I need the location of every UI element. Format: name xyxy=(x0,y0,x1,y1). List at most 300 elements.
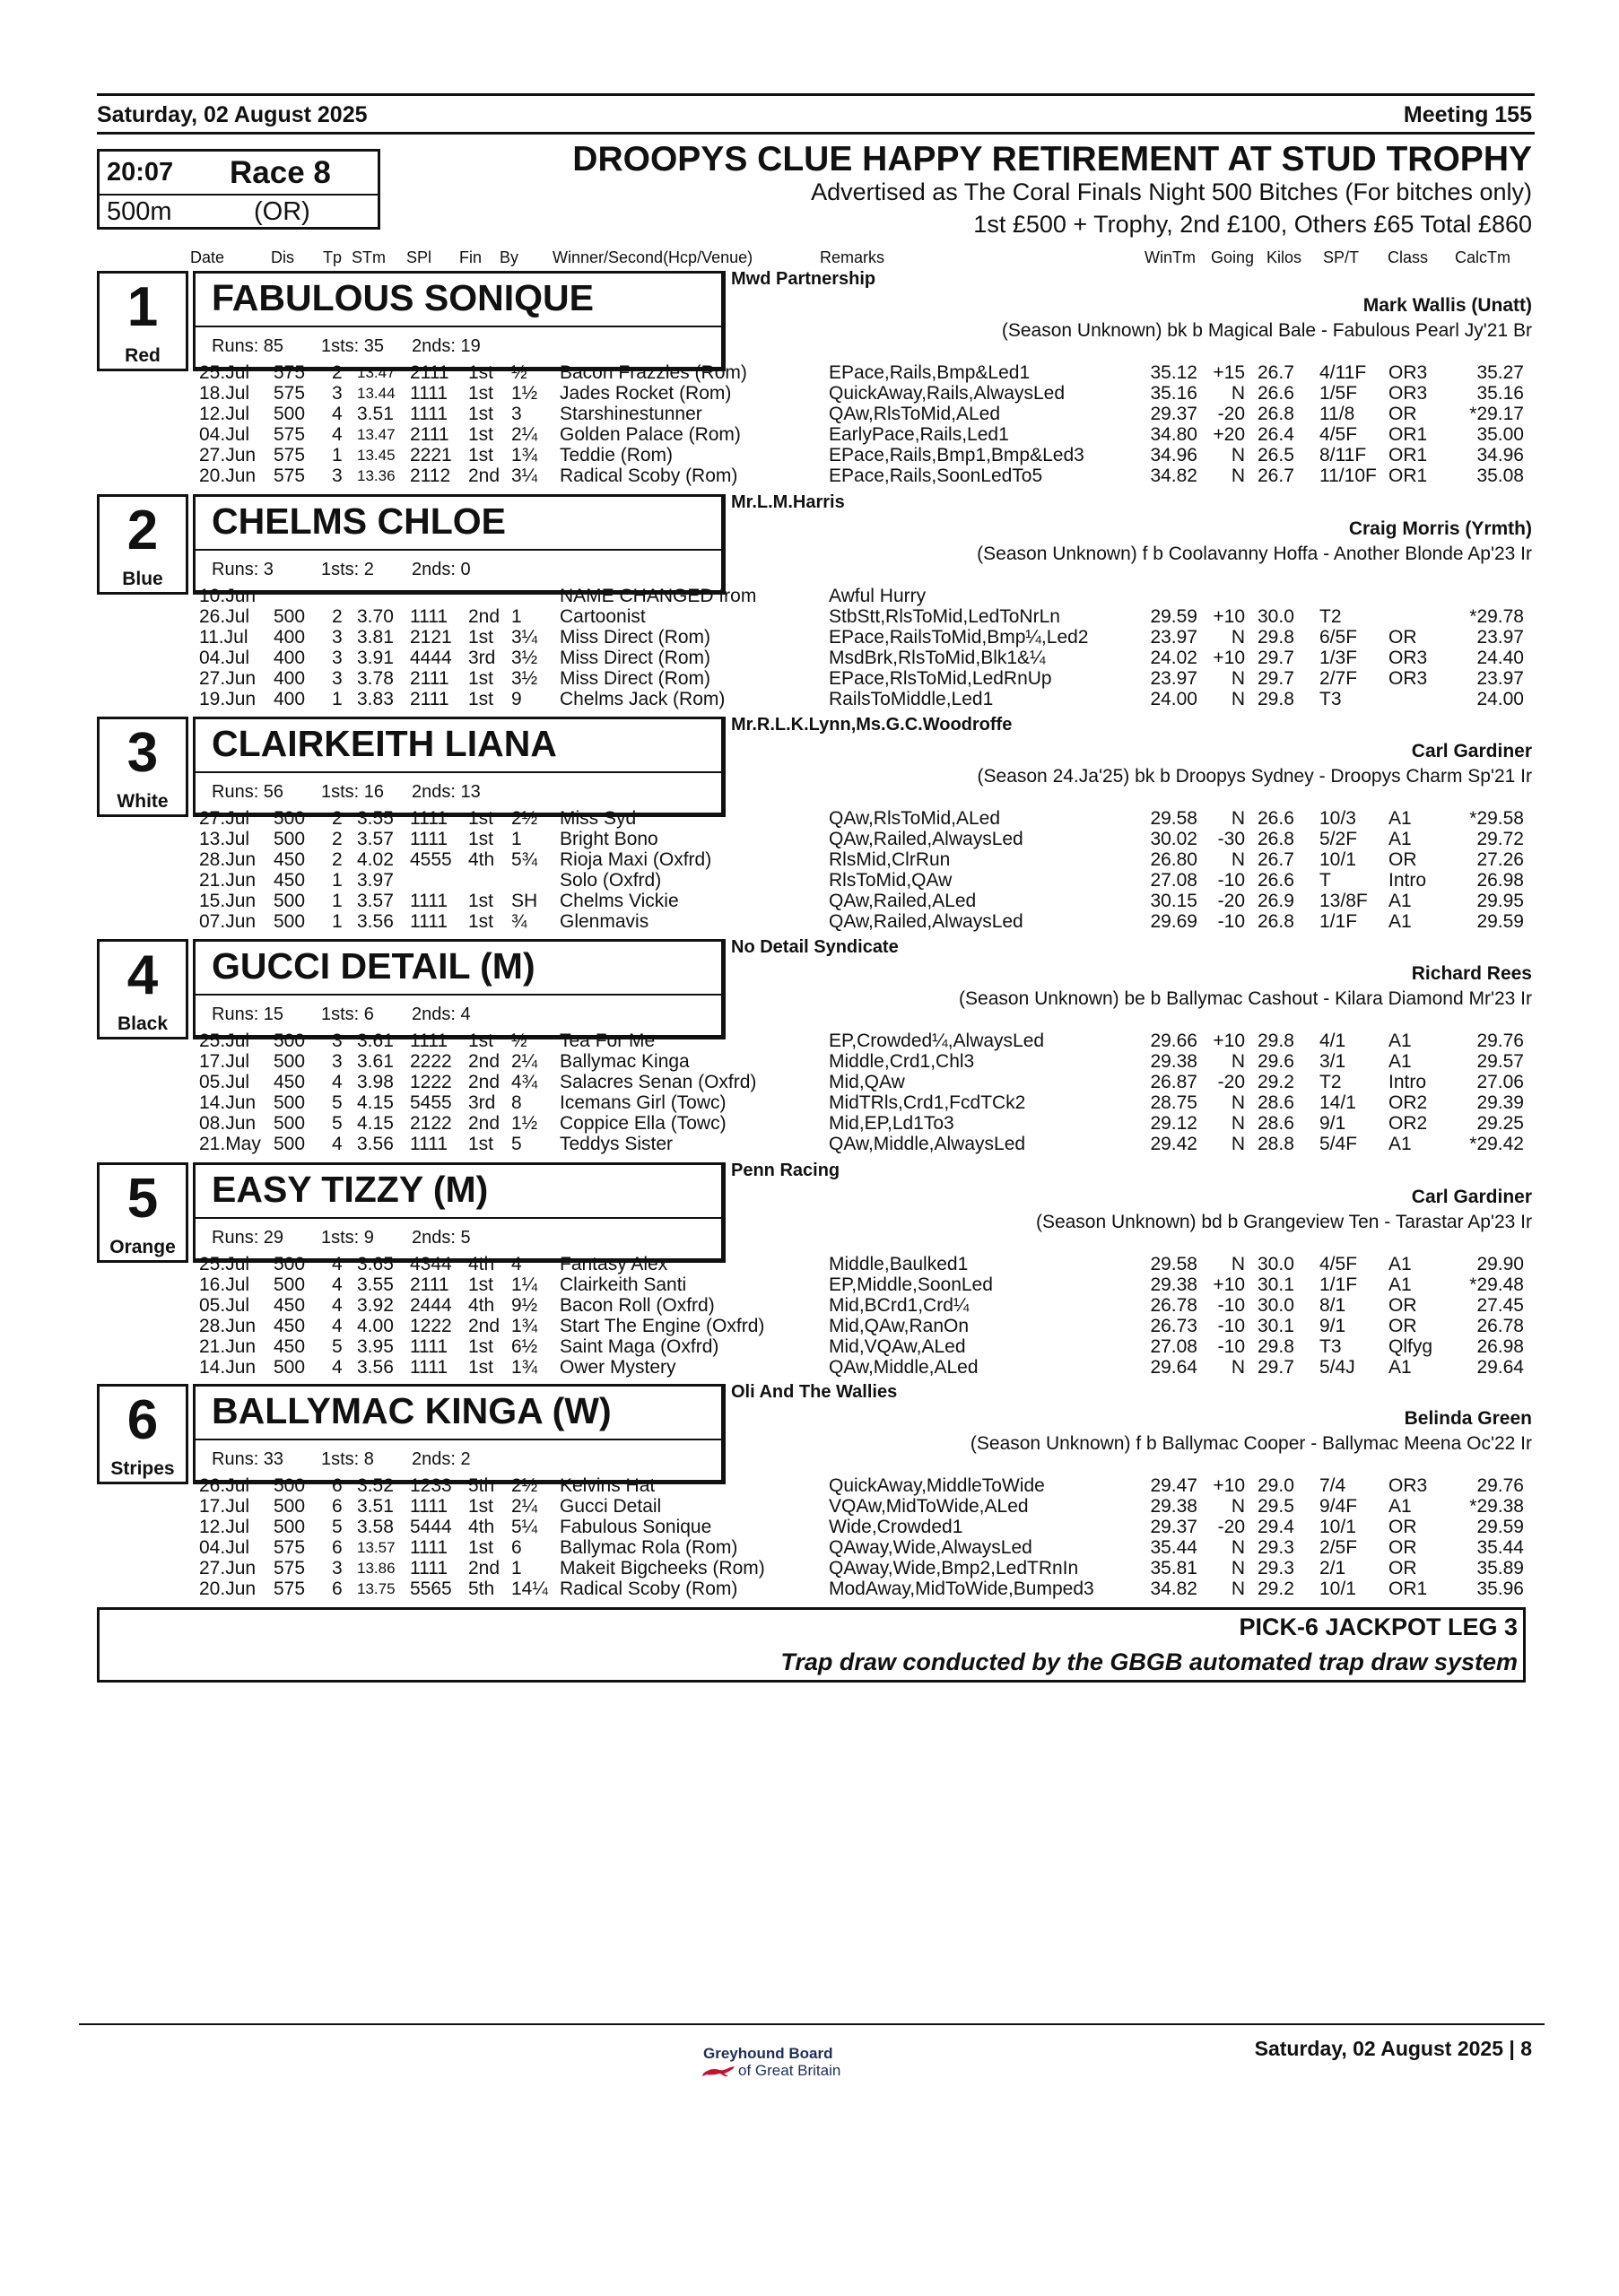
form-winner: Solo (Oxfrd) xyxy=(560,870,662,891)
runs-count: Runs: 56 xyxy=(212,782,284,802)
form-spl: 5565 xyxy=(410,1578,452,1599)
form-winner: Golden Palace (Rom) xyxy=(560,424,741,445)
form-class: A1 xyxy=(1388,1274,1412,1295)
form-dis: 450 xyxy=(274,870,306,891)
form-calctm: 35.16 xyxy=(1476,383,1524,404)
form-calctm: 35.89 xyxy=(1476,1558,1524,1578)
form-kilos: 26.7 xyxy=(1258,465,1294,486)
form-tp: 4 xyxy=(332,1316,343,1336)
breeding-line: (Season Unknown) f b Coolavanny Hoffa - Another Blonde Ap'23 Ir xyxy=(977,544,1532,564)
form-class: A1 xyxy=(1388,911,1412,932)
form-going: +10 xyxy=(1213,1274,1245,1295)
form-date: 28.Jun xyxy=(199,1316,257,1336)
form-winner: Tea For Me xyxy=(560,1031,656,1051)
form-spt: 10/1 xyxy=(1319,1578,1356,1599)
form-wintm: 29.58 xyxy=(1150,808,1197,829)
form-calctm: 27.26 xyxy=(1476,849,1524,870)
form-calctm: *29.17 xyxy=(1469,404,1524,424)
owner-name: Oli And The Wallies xyxy=(731,1382,898,1402)
form-calctm: 23.97 xyxy=(1476,627,1524,648)
form-fin: 1st xyxy=(468,911,494,932)
col-remarks: Remarks xyxy=(820,248,885,266)
form-going: N xyxy=(1231,1578,1245,1599)
runner-name-box xyxy=(193,717,726,817)
form-dis: 500 xyxy=(274,1274,306,1295)
form-dis: 450 xyxy=(274,1336,306,1357)
form-going: +20 xyxy=(1213,424,1245,445)
form-date: 13.Jul xyxy=(199,829,250,849)
form-stm: 3.51 xyxy=(357,1496,394,1517)
form-stm: 13.75 xyxy=(357,1580,396,1597)
form-spt: 1/5F xyxy=(1319,383,1358,404)
form-calctm: 35.96 xyxy=(1476,1578,1524,1599)
form-date: 25.Jul xyxy=(199,1031,250,1051)
form-going: -10 xyxy=(1217,1336,1245,1357)
form-tp: 5 xyxy=(332,1113,343,1134)
name-divider xyxy=(196,771,721,773)
form-going: N xyxy=(1231,689,1245,709)
form-going: N xyxy=(1231,627,1245,648)
form-going: -30 xyxy=(1217,829,1245,849)
form-date: 25.Jul xyxy=(199,362,250,383)
seconds-count: 2nds: 19 xyxy=(412,336,481,356)
form-wintm: 30.15 xyxy=(1150,891,1197,911)
form-class: A1 xyxy=(1388,808,1412,829)
wins-count: 1sts: 9 xyxy=(321,1228,374,1248)
form-wintm: 23.97 xyxy=(1150,627,1197,648)
form-wintm: 30.02 xyxy=(1150,829,1197,849)
form-by: 1 xyxy=(511,606,522,627)
form-tp: 1 xyxy=(332,445,343,465)
trap-colour: Red xyxy=(125,345,161,366)
form-tp: 3 xyxy=(332,383,343,404)
form-kilos: 26.8 xyxy=(1258,911,1294,932)
form-kilos: 26.9 xyxy=(1258,891,1294,911)
form-remarks: QAw,RlsToMid,ALed xyxy=(829,404,1001,424)
form-wintm: 24.00 xyxy=(1150,689,1197,709)
form-kilos: 29.7 xyxy=(1258,668,1294,689)
col-spt: SP/T xyxy=(1323,248,1360,266)
form-dis: 400 xyxy=(274,648,306,668)
form-class: A1 xyxy=(1388,1031,1412,1051)
form-remarks: Awful Hurry xyxy=(829,586,927,606)
form-stm: 3.70 xyxy=(357,606,394,627)
col-calctm: CalcTm xyxy=(1455,248,1510,266)
form-class: A1 xyxy=(1388,1357,1412,1378)
form-dis: 575 xyxy=(274,1558,306,1578)
form-date: 07.Jun xyxy=(199,911,257,932)
form-winner: Bacon Roll (Oxfrd) xyxy=(560,1295,715,1316)
form-remarks: QAway,Wide,AlwaysLed xyxy=(829,1537,1032,1558)
form-winner: Miss Syd xyxy=(560,808,637,829)
form-remarks: MsdBrk,RlsToMid,Blk1&¼ xyxy=(829,648,1046,668)
form-remarks: QuickAway,Rails,AlwaysLed xyxy=(829,383,1065,404)
form-remarks: RlsMid,ClrRun xyxy=(829,849,951,870)
form-wintm: 27.08 xyxy=(1150,870,1197,891)
form-dis: 575 xyxy=(274,445,306,465)
form-date: 26.Jul xyxy=(199,606,250,627)
col-spl: SPl xyxy=(406,248,432,266)
form-calctm: 29.90 xyxy=(1476,1254,1524,1274)
form-dis: 575 xyxy=(274,465,306,486)
jackpot-note: PICK-6 JACKPOT LEG 3 xyxy=(1239,1613,1518,1640)
form-winner: Miss Direct (Rom) xyxy=(560,627,710,648)
form-dis: 500 xyxy=(274,891,306,911)
trap-box-3 xyxy=(97,717,188,817)
form-spt: 4/1 xyxy=(1319,1031,1346,1051)
form-kilos: 29.7 xyxy=(1258,1357,1294,1378)
form-kilos: 29.8 xyxy=(1258,1336,1294,1357)
form-fin: 2nd xyxy=(468,1072,500,1092)
form-by: 1¾ xyxy=(511,1316,538,1336)
form-tp: 3 xyxy=(332,627,343,648)
trap-number: 1 xyxy=(126,276,159,338)
form-spl: 2121 xyxy=(410,627,452,648)
form-fin: 1st xyxy=(468,668,494,689)
form-going: -10 xyxy=(1217,870,1245,891)
form-wintm: 35.44 xyxy=(1150,1537,1197,1558)
form-tp: 3 xyxy=(332,1558,343,1578)
breeding-line: (Season Unknown) bd b Grangeview Ten - Tarastar Ap'23 Ir xyxy=(1035,1212,1532,1232)
form-tp: 2 xyxy=(332,362,343,383)
form-date: 05.Jul xyxy=(199,1072,250,1092)
form-winner: Start The Engine (Oxfrd) xyxy=(560,1316,765,1336)
form-date: 05.Jul xyxy=(199,1295,250,1316)
form-winner: Miss Direct (Rom) xyxy=(560,668,710,689)
form-spt: 5/4F xyxy=(1319,1134,1358,1154)
form-stm: 3.55 xyxy=(357,808,394,829)
form-stm: 13.45 xyxy=(357,447,396,464)
form-winner: Makeit Bigcheeks (Rom) xyxy=(560,1558,765,1578)
form-winner: Chelms Jack (Rom) xyxy=(560,689,726,709)
form-fin: 2nd xyxy=(468,1316,500,1336)
form-kilos: 29.0 xyxy=(1258,1475,1294,1496)
form-calctm: 26.98 xyxy=(1476,870,1524,891)
seconds-count: 2nds: 2 xyxy=(412,1449,471,1469)
form-dis: 500 xyxy=(274,1031,306,1051)
form-dis: 500 xyxy=(274,1357,306,1378)
logo-text-line2: of Great Britain xyxy=(738,2062,841,2079)
form-dis: 450 xyxy=(274,1072,306,1092)
form-calctm: 26.98 xyxy=(1476,1336,1524,1357)
form-by: 5 xyxy=(511,1134,522,1154)
form-calctm: 29.39 xyxy=(1476,1092,1524,1113)
form-wintm: 28.75 xyxy=(1150,1092,1197,1113)
form-tp: 4 xyxy=(332,424,343,445)
form-tp: 6 xyxy=(332,1475,343,1496)
form-tp: 3 xyxy=(332,648,343,668)
form-calctm: *29.78 xyxy=(1469,606,1524,627)
form-remarks: EPace,Rails,Bmp&Led1 xyxy=(829,362,1031,383)
runner-name: EASY TIZZY (M) xyxy=(212,1169,489,1210)
form-calctm: 29.76 xyxy=(1476,1031,1524,1051)
form-calctm: 35.08 xyxy=(1476,465,1524,486)
col-date: Date xyxy=(190,248,225,266)
form-spl: 1111 xyxy=(410,1496,448,1517)
form-wintm: 35.81 xyxy=(1150,1558,1197,1578)
trap-draw-note: Trap draw conducted by the GBGB automated trap draw system xyxy=(780,1648,1518,1675)
form-by: 1½ xyxy=(511,1113,538,1134)
form-date: 28.Jun xyxy=(199,849,257,870)
form-kilos: 26.8 xyxy=(1258,404,1294,424)
form-class: A1 xyxy=(1388,829,1412,849)
form-dis: 500 xyxy=(274,1092,306,1113)
form-by: 14¼ xyxy=(511,1578,548,1599)
form-remarks: QAw,Middle,ALed xyxy=(829,1357,979,1378)
col-kilos: Kilos xyxy=(1266,248,1302,266)
form-stm: 3.97 xyxy=(357,870,394,891)
form-kilos: 26.8 xyxy=(1258,829,1294,849)
owner-name: Penn Racing xyxy=(731,1161,840,1180)
form-date: 11.Jul xyxy=(199,627,248,648)
form-going: N xyxy=(1231,383,1245,404)
form-spt: T3 xyxy=(1319,1336,1342,1357)
form-date: 04.Jul xyxy=(199,424,250,445)
form-dis: 500 xyxy=(274,1051,306,1072)
form-calctm: 26.78 xyxy=(1476,1316,1524,1336)
breeding-line: (Season Unknown) f b Ballymac Cooper - Ballymac Meena Oc'22 Ir xyxy=(970,1433,1532,1454)
form-winner: Fantasy Alex xyxy=(560,1254,668,1274)
form-remarks: EP,Middle,SoonLed xyxy=(829,1274,993,1295)
form-date: 25.Jul xyxy=(199,1254,250,1274)
form-tp: 2 xyxy=(332,829,343,849)
form-date: 21.Jun xyxy=(199,1336,257,1357)
form-class: OR xyxy=(1388,1295,1417,1316)
form-fin: 1st xyxy=(468,404,494,424)
race-info-box xyxy=(97,149,380,230)
form-remarks: VQAw,MidToWide,ALed xyxy=(829,1496,1029,1517)
form-calctm: 23.97 xyxy=(1476,668,1524,689)
form-spt: 9/1 xyxy=(1319,1113,1346,1134)
form-winner: Fabulous Sonique xyxy=(560,1517,712,1537)
form-tp: 3 xyxy=(332,1051,343,1072)
form-calctm: 34.96 xyxy=(1476,445,1524,465)
form-by: 8 xyxy=(511,1092,522,1113)
form-wintm: 29.12 xyxy=(1150,1113,1197,1134)
race-time: 20:07 xyxy=(107,158,174,187)
form-tp: 4 xyxy=(332,1295,343,1316)
form-stm: 13.47 xyxy=(357,364,396,381)
form-spl: 2111 xyxy=(410,424,449,445)
form-kilos: 26.6 xyxy=(1258,383,1294,404)
form-wintm: 29.59 xyxy=(1150,606,1197,627)
form-spt: 4/5F xyxy=(1319,1254,1358,1274)
gbgb-logo xyxy=(698,2045,859,2083)
form-spl: 1222 xyxy=(410,1316,452,1336)
form-date: 17.Jul xyxy=(199,1051,250,1072)
form-spl: 1233 xyxy=(410,1475,452,1496)
form-date: 12.Jul xyxy=(199,1517,250,1537)
form-tp: 6 xyxy=(332,1537,343,1558)
form-wintm: 35.16 xyxy=(1150,383,1197,404)
form-kilos: 30.0 xyxy=(1258,1295,1294,1316)
form-date: 21.May xyxy=(199,1134,261,1154)
form-wintm: 26.87 xyxy=(1150,1072,1197,1092)
form-date: 27.Jul xyxy=(199,808,250,829)
form-spt: 13/8F xyxy=(1319,891,1368,911)
form-spl: 1111 xyxy=(410,1357,448,1378)
form-calctm: 29.95 xyxy=(1476,891,1524,911)
trap-number: 6 xyxy=(126,1389,159,1451)
form-date: 15.Jun xyxy=(199,891,257,911)
form-dis: 500 xyxy=(274,1254,306,1274)
form-wintm: 29.47 xyxy=(1150,1475,1197,1496)
form-spl: 1111 xyxy=(410,1537,448,1558)
form-dis: 400 xyxy=(274,627,306,648)
form-class: OR xyxy=(1388,404,1417,424)
form-wintm: 34.80 xyxy=(1150,424,1197,445)
form-stm: 3.78 xyxy=(357,668,394,689)
form-dis: 575 xyxy=(274,383,306,404)
form-calctm: 24.40 xyxy=(1476,648,1524,668)
runner-name-box xyxy=(193,939,726,1039)
form-wintm: 29.38 xyxy=(1150,1496,1197,1517)
form-class: OR1 xyxy=(1388,1578,1428,1599)
form-wintm: 27.08 xyxy=(1150,1336,1197,1357)
form-kilos: 30.0 xyxy=(1258,1254,1294,1274)
form-remarks: EPace,RlsToMid,LedRnUp xyxy=(829,668,1052,689)
footer-rule xyxy=(79,2023,1545,2025)
form-kilos: 29.8 xyxy=(1258,1031,1294,1051)
form-by: 6½ xyxy=(511,1336,538,1357)
form-calctm: 29.59 xyxy=(1476,911,1524,932)
form-date: 14.Jun xyxy=(199,1357,257,1378)
form-wintm: 34.96 xyxy=(1150,445,1197,465)
form-dis: 575 xyxy=(274,424,306,445)
runs-count: Runs: 29 xyxy=(212,1228,284,1248)
form-going: N xyxy=(1231,1357,1245,1378)
form-calctm: 29.57 xyxy=(1476,1051,1524,1072)
form-dis: 500 xyxy=(274,1134,306,1154)
form-winner: Radical Scoby (Rom) xyxy=(560,465,738,486)
trainer-name: Carl Gardiner xyxy=(1411,1187,1532,1207)
form-by: 1 xyxy=(511,1558,522,1578)
trainer-name: Craig Morris (Yrmth) xyxy=(1348,518,1532,539)
form-fin: 1st xyxy=(468,829,494,849)
form-remarks: MidTRls,Crd1,FcdTCk2 xyxy=(829,1092,1026,1113)
form-kilos: 26.6 xyxy=(1258,870,1294,891)
form-kilos: 30.1 xyxy=(1258,1316,1294,1336)
owner-name: No Detail Syndicate xyxy=(731,937,899,957)
form-wintm: 34.82 xyxy=(1150,465,1197,486)
form-class: A1 xyxy=(1388,891,1412,911)
trainer-name: Belinda Green xyxy=(1404,1408,1532,1429)
form-tp: 4 xyxy=(332,1072,343,1092)
form-dis: 575 xyxy=(274,1578,306,1599)
form-fin: 5th xyxy=(468,1578,495,1599)
form-tp: 1 xyxy=(332,891,343,911)
form-spt: T2 xyxy=(1319,606,1342,627)
form-winner: Ballymac Rola (Rom) xyxy=(560,1537,738,1558)
form-stm: 3.98 xyxy=(357,1072,394,1092)
form-winner: Chelms Vickie xyxy=(560,891,679,911)
trap-box-2 xyxy=(97,494,188,595)
trap-box-4 xyxy=(97,939,188,1039)
form-by: 2½ xyxy=(511,808,538,829)
form-remarks: QAw,RlsToMid,ALed xyxy=(829,808,1001,829)
form-spt: 10/3 xyxy=(1319,808,1356,829)
form-fin: 4th xyxy=(468,1254,495,1274)
form-calctm: 29.76 xyxy=(1476,1475,1524,1496)
form-spt: 1/3F xyxy=(1319,648,1358,668)
form-wintm: 29.66 xyxy=(1150,1031,1197,1051)
form-dis: 500 xyxy=(274,808,306,829)
col-winner: Winner/Second(Hcp/Venue) xyxy=(553,248,753,266)
form-tp: 4 xyxy=(332,1254,343,1274)
form-class: OR xyxy=(1388,1537,1417,1558)
form-dis: 500 xyxy=(274,1517,306,1537)
owner-name: Mr.R.L.K.Lynn,Ms.G.C.Woodroffe xyxy=(731,715,1013,735)
form-stm: 13.47 xyxy=(357,426,396,443)
form-dis: 500 xyxy=(274,829,306,849)
form-stm: 13.57 xyxy=(357,1539,396,1556)
runs-count: Runs: 33 xyxy=(212,1449,284,1469)
form-kilos: 29.5 xyxy=(1258,1496,1294,1517)
form-class: OR1 xyxy=(1388,424,1428,445)
trap-number: 4 xyxy=(126,944,159,1006)
name-divider xyxy=(196,549,721,551)
prize-money: 1st £500 + Trophy, 2nd £100, Others £65 Total £860 xyxy=(973,211,1532,238)
form-winner: Coppice Ella (Towc) xyxy=(560,1113,727,1134)
form-winner: Gucci Detail xyxy=(560,1496,662,1517)
form-fin: 4th xyxy=(468,1295,495,1316)
form-date: 27.Jun xyxy=(199,1558,257,1578)
form-class: OR3 xyxy=(1388,383,1428,404)
form-winner: Starshinestunner xyxy=(560,404,702,424)
form-spl: 2111 xyxy=(410,362,449,383)
form-going: N xyxy=(1231,1113,1245,1134)
col-tp: Tp xyxy=(323,248,343,266)
form-date: 26.Jul xyxy=(199,1475,250,1496)
form-kilos: 30.1 xyxy=(1258,1274,1294,1295)
form-by: 1 xyxy=(511,829,522,849)
form-spt: 8/11F xyxy=(1319,445,1367,465)
race-number: Race 8 xyxy=(230,155,331,190)
form-by: ½ xyxy=(511,362,527,383)
form-going: N xyxy=(1231,808,1245,829)
form-stm: 3.83 xyxy=(357,689,394,709)
form-tp: 4 xyxy=(332,1134,343,1154)
form-calctm: *29.58 xyxy=(1469,808,1524,829)
form-fin: 1st xyxy=(468,891,494,911)
form-class: A1 xyxy=(1388,1051,1412,1072)
form-date: 27.Jun xyxy=(199,445,257,465)
form-date: 12.Jul xyxy=(199,404,250,424)
form-spl: 4555 xyxy=(410,849,452,870)
trainer-name: Mark Wallis (Unatt) xyxy=(1362,295,1532,316)
form-remarks: Mid,BCrd1,Crd¼ xyxy=(829,1295,970,1316)
form-spt: 4/5F xyxy=(1319,424,1358,445)
form-remarks: QuickAway,MiddleToWide xyxy=(829,1475,1045,1496)
form-winner: Teddys Sister xyxy=(560,1134,674,1154)
form-spl: 4344 xyxy=(410,1254,452,1274)
form-fin: 1st xyxy=(468,362,494,383)
form-by: 2½ xyxy=(511,1475,538,1496)
form-going: N xyxy=(1231,849,1245,870)
form-fin: 1st xyxy=(468,383,494,404)
form-wintm: 35.12 xyxy=(1150,362,1197,383)
col-wintm: WinTm xyxy=(1145,248,1196,266)
form-stm: 3.95 xyxy=(357,1336,394,1357)
form-stm: 3.57 xyxy=(357,829,394,849)
form-stm: 13.86 xyxy=(357,1560,396,1577)
form-fin: 2nd xyxy=(468,1558,500,1578)
form-by: 3 xyxy=(511,404,522,424)
form-class: OR xyxy=(1388,1558,1417,1578)
trap-box-1 xyxy=(97,271,188,371)
form-spl: 2111 xyxy=(410,1274,449,1295)
form-spl: 2111 xyxy=(410,668,449,689)
